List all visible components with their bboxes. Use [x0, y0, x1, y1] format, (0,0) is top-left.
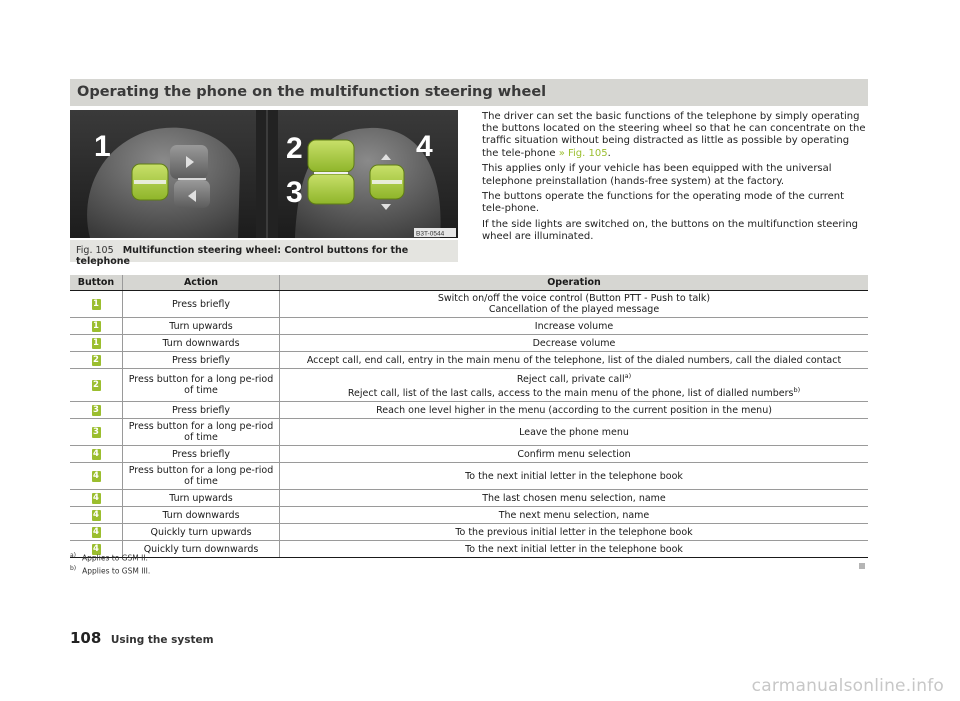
- header-operation: Operation: [280, 275, 869, 291]
- footnote-ref-b: b): [793, 386, 801, 395]
- steering-wheel-photo: [70, 110, 458, 238]
- table-row: [70, 318, 868, 335]
- header-button: Button: [70, 275, 123, 291]
- button-number-badge: 4: [93, 449, 99, 460]
- figure-code: B3T-0544: [416, 230, 445, 238]
- button-number-badge: 4: [93, 544, 99, 555]
- operation-cell: Confirm menu selection: [280, 446, 869, 463]
- paragraph-4: If the side lights are switched on, the buttons on the multifunction steering wheel are illuminated.: [482, 219, 859, 243]
- operation-cell: Decrease volume: [280, 335, 869, 352]
- action-cell: Turn upwards: [123, 490, 280, 507]
- button-number-badge: 3: [93, 405, 99, 416]
- page-footer: [70, 628, 214, 647]
- figure-caption-text: Multifunction steering wheel: Control buttons for the telephone: [76, 245, 409, 267]
- action-cell: Press button for a long pe-riod of time: [123, 419, 280, 446]
- action-cell: Press briefly: [123, 446, 280, 463]
- figure: [70, 110, 458, 267]
- operation-cell: Accept call, end call, entry in the main menu of the telephone, list of the dialed numbers, call the dialed contact: [280, 352, 869, 369]
- button-number-badge: 1: [93, 321, 99, 331]
- operation-cell: Leave the phone menu: [280, 419, 869, 446]
- operation-cell: Increase volume: [280, 318, 869, 335]
- button-number-badge: 4: [93, 493, 99, 504]
- table-row: [70, 291, 868, 318]
- action-cell: Press briefly: [123, 291, 280, 318]
- footer-section-name: Using the system: [110, 634, 214, 646]
- operation-cell: Reject call, private call$^{a)}$ Reject call, list of the last calls, access to the main menu of the phone, list of dialled numbers$^{b)}$: [280, 369, 869, 402]
- operation-cell: To the next initial letter in the telephone book: [280, 541, 869, 558]
- table-row: [70, 446, 868, 463]
- paragraph-3: The buttons operate the functions for the operating mode of the current tele-phone.: [482, 191, 845, 215]
- steering-wheel-illustration: [70, 110, 458, 238]
- operation-cell: The next menu selection, name: [280, 507, 869, 524]
- callout-4: 4: [416, 130, 433, 163]
- table-row: [70, 490, 868, 507]
- section-title: Operating the phone on the multifunction steering wheel: [70, 79, 868, 106]
- action-cell: Press briefly: [123, 352, 280, 369]
- footnotes: [70, 551, 370, 576]
- table-row: [70, 402, 868, 419]
- button-number-badge: 4: [93, 471, 99, 482]
- operation-cell: To the previous initial letter in the telephone book: [280, 524, 869, 541]
- paragraph-1: [482, 111, 867, 160]
- paragraph-1-text: The driver can set the basic functions of the telephone by simply operating the buttons located on the steering wheel so that he can concentrate on the traffic situation without being distracted as little as possible by operating the tele-phone: [482, 111, 866, 159]
- figure-link[interactable]: » Fig. 105: [558, 147, 608, 159]
- body-text: [482, 111, 867, 247]
- figure-caption-label: Fig. 105: [76, 245, 114, 256]
- action-cell: Turn downwards: [123, 335, 280, 352]
- table-row: [70, 352, 868, 369]
- section-end-marker: [859, 563, 865, 569]
- action-cell: Press briefly: [123, 402, 280, 419]
- footnote-b: $^{b)}$ Applies to GSM III.: [70, 564, 151, 575]
- button-number-badge: 1: [93, 338, 99, 348]
- page-number: 108: [70, 629, 102, 647]
- action-cell: Press button for a long pe-riod of time: [123, 369, 280, 402]
- table-row: [70, 524, 868, 541]
- footnote-ref-a: a): [624, 372, 632, 380]
- action-cell: Press button for a long pe-riod of time: [123, 463, 280, 490]
- operation-cell: To the next initial letter in the telephone book: [280, 463, 869, 490]
- button-number-badge: 4: [93, 510, 99, 521]
- action-cell: Turn upwards: [123, 318, 280, 335]
- table-row: [70, 369, 868, 402]
- watermark: carmanualsonline.info: [751, 676, 944, 696]
- header-action: Action: [123, 275, 280, 291]
- table-row: [70, 419, 868, 446]
- operations-table: [70, 275, 868, 558]
- callout-1: 1: [94, 130, 111, 163]
- button-number-badge: 2: [93, 355, 99, 365]
- footnote-a: $^{a)}$ Applies to GSM II.: [70, 552, 148, 563]
- table-row: [70, 463, 868, 490]
- callout-3: 3: [286, 176, 303, 209]
- paragraph-2: This applies only if your vehicle has been equipped with the universal telephone preinstallation (hands-free system) at the factory.: [482, 163, 832, 187]
- figure-caption: [70, 240, 458, 267]
- button-number-badge: 1: [93, 299, 99, 309]
- button-number-badge: 4: [93, 527, 99, 538]
- paragraph-1-end: .: [607, 147, 611, 159]
- action-cell: Quickly turn downwards: [123, 541, 280, 558]
- action-cell: Turn downwards: [123, 507, 280, 524]
- button-number-badge: 2: [93, 380, 99, 391]
- operation-cell: Reach one level higher in the menu (according to the current position in the menu): [280, 402, 869, 419]
- table-row: [70, 335, 868, 352]
- operation-cell: Switch on/off the voice control (Button PTT - Push to talk) Cancellation of the played message: [280, 291, 869, 318]
- table-header-row: [70, 275, 868, 291]
- callout-2: 2: [286, 132, 303, 165]
- action-cell: Quickly turn upwards: [123, 524, 280, 541]
- operation-cell: The last chosen menu selection, name: [280, 490, 869, 507]
- button-number-badge: 3: [93, 427, 99, 438]
- table-row: [70, 507, 868, 524]
